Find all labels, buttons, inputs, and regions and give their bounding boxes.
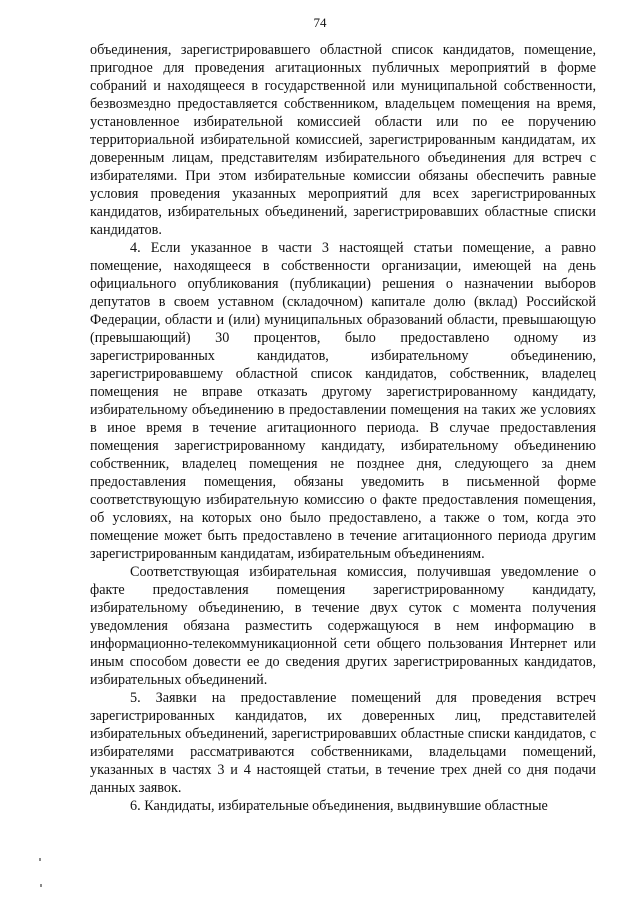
document-body — [90, 41, 596, 815]
paragraph-continuation: объединения, зарегистрировавшего областной список кандидатов, помещение, пригодное для проведения агитационных публичных мероприятий в форме собраний и находящееся в государственной или муниципальной собственности, безвозмездно предоставляется собственником, владельцем помещения на время, установленное избирательной комиссией области или по ее поручению территориальной избирательной комиссией, зарегистрированным кандидатам, их доверенным лицам, представителям избирательного объединения для встреч с избирателями. При этом избирательные комиссии обязаны обеспечить равные условия проведения указанных мероприятий для всех зарегистрированных кандидатов, избирательных объединений, зарегистрировавших областные списки кандидатов. — [90, 42, 596, 238]
page-number: 74 — [313, 15, 327, 30]
paragraph-clause-5: 5. Заявки на предоставление помещений для проведения встреч зарегистрированных кандидатов, их доверенных лиц, представителей избирательных объединений, зарегистрировавших областные списки кандидатов, с избирателями рассматриваются собственниками, владельцами помещений, указанных в частях 3 и 4 настоящей статьи, в течение трех дней со дня подачи данных заявок. — [90, 690, 596, 796]
scan-speck — [39, 858, 41, 861]
paragraph-clause-4: 4. Если указанное в части 3 настоящей статьи помещение, а равно помещение, находящееся в собственности организации, имеющей на день официального опубликования (публикации) решения о назначении выборов депутатов в своем уставном (складочном) капитале долю (вклад) Российской Федерации, области и (или) муниципальных образований области, превышающую (превышающий) 30 процентов, было предоставлено одному из зарегистрированных кандидатов, избирательному объединению, зарегистрировавшему областной список кандидатов, собственник, владелец помещения не вправе отказать другому зарегистрированному кандидату, избирательному объединению в предоставлении помещения на таких же условиях в иное время в течение агитационного периода. В случае предоставления помещения зарегистрированному кандидату, избирательному объединению собственник, владелец помещения не позднее дня, следующего за днем предоставления помещения, обязаны уведомить в письменной форме соответствующую избирательную комиссию о факте предоставления помещения, об условиях, на которых оно было предоставлено, а также о том, когда это помещение может быть предоставлено в течение агитационного периода другим зарегистрированным кандидатам, избирательным объединениям. — [90, 240, 596, 562]
paragraph-clause-6: 6. Кандидаты, избирательные объединения, выдвинувшие областные — [130, 798, 548, 814]
paragraph-commission-notice: Соответствующая избирательная комиссия, получившая уведомление о факте предоставления помещения зарегистрированному кандидату, избирательному объединению, в течение двух суток с момента получения уведомления обязана разместить содержащуюся в нем информацию в информационно-телекоммуникационной сети общего пользования Интернет или иным способом довести ее до сведения других зарегистрированных кандидатов, избирательных объединений. — [90, 564, 596, 688]
scan-speck — [40, 884, 42, 887]
